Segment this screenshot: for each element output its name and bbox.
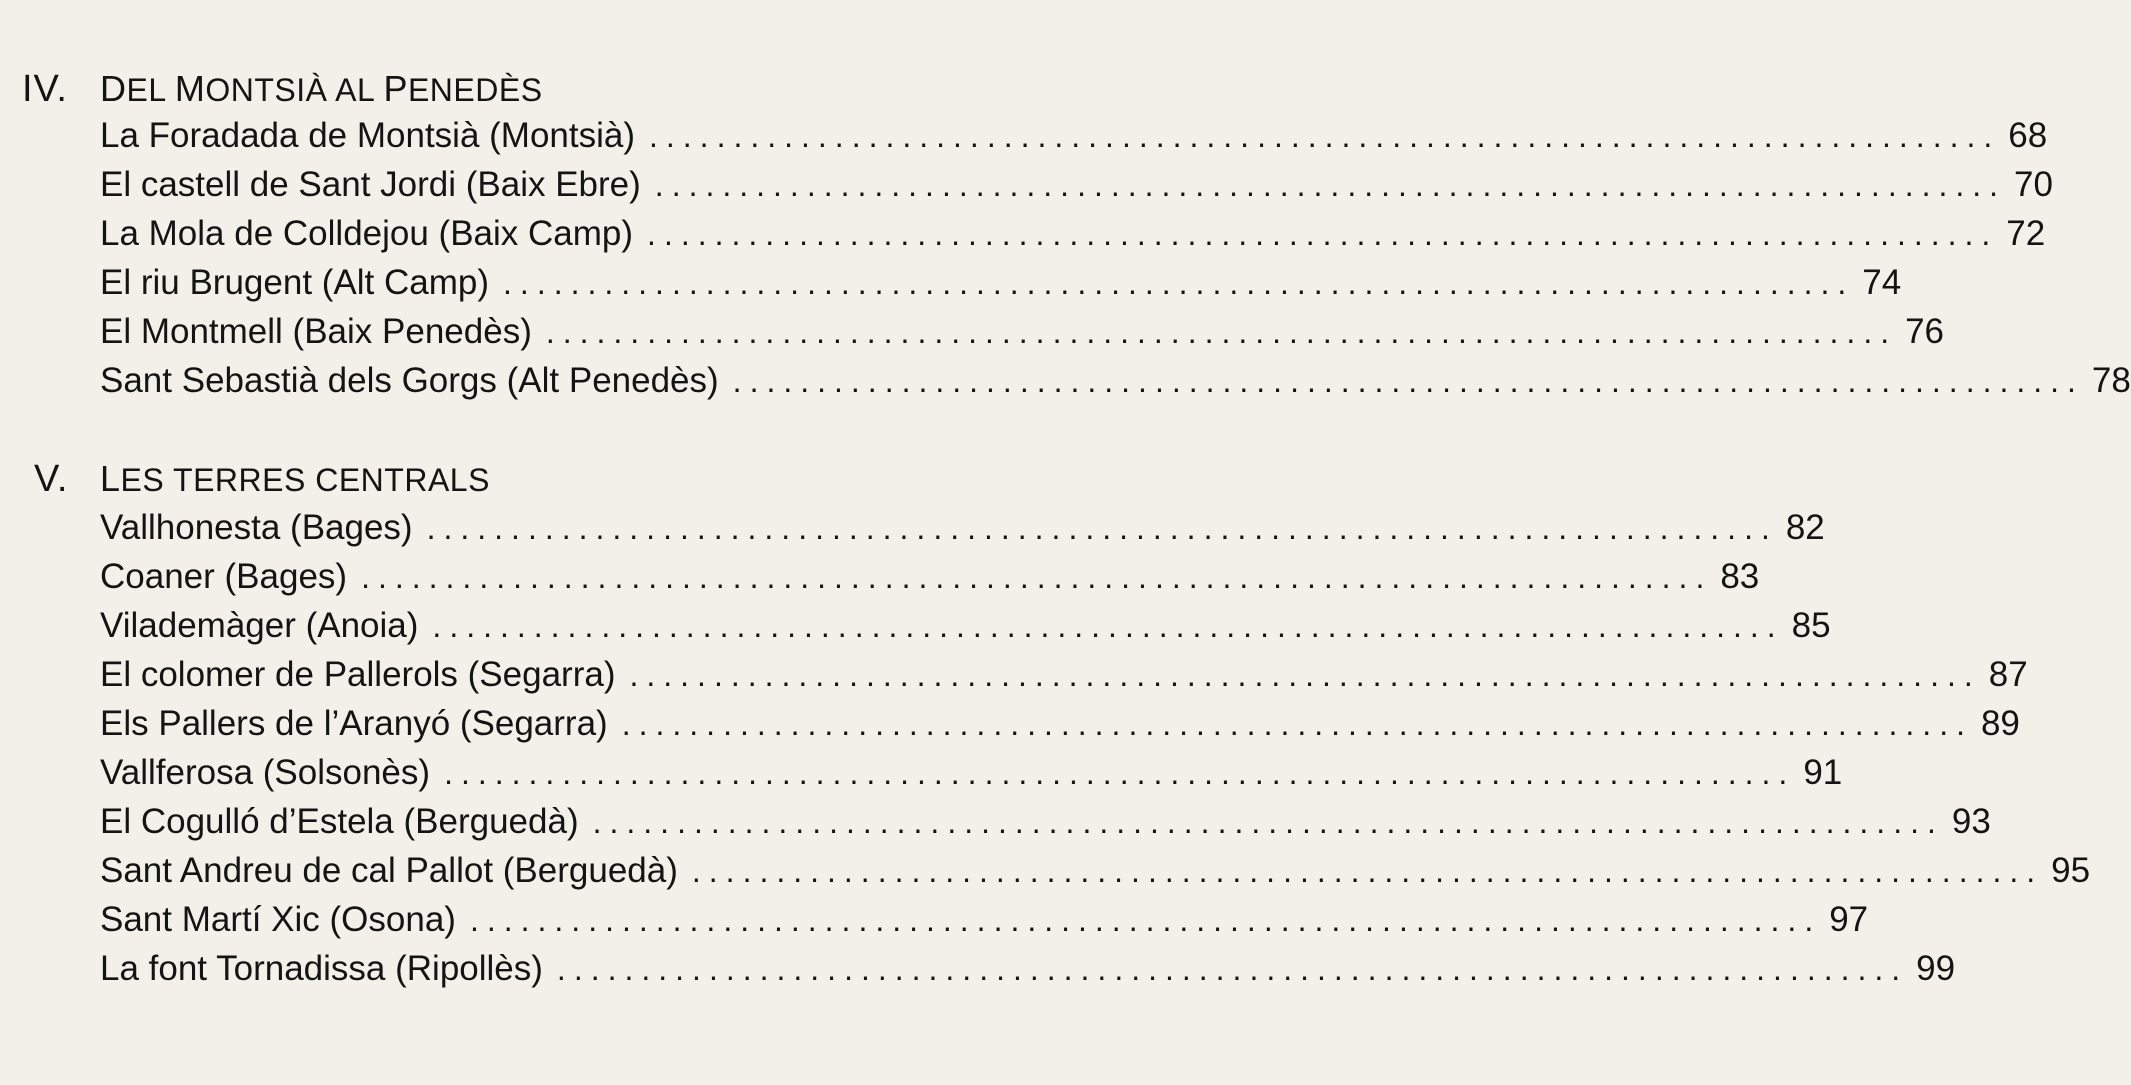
entry-title: Els Pallers de l’Aranyó (Segarra) [100, 704, 608, 743]
toc-entry [100, 896, 1869, 944]
entry-title: Sant Sebastià dels Gorgs (Alt Penedès) [100, 361, 719, 400]
dot-leader: ................................................................................ [361, 559, 1713, 595]
entry-page-number: 74 [1862, 263, 1902, 302]
section-numeral: IV. [22, 68, 68, 110]
entry-page-number: 68 [2008, 116, 2048, 155]
entry-title: Vallferosa (Solsonès) [100, 753, 431, 792]
toc-entry [100, 651, 2028, 699]
dot-leader: ................................................................................ [592, 804, 1944, 840]
section-numeral: V. [34, 458, 69, 500]
dot-leader: ................................................................................ [629, 657, 1981, 693]
dot-leader: ................................................................................ [732, 363, 2084, 399]
entry-page-number: 78 [2091, 361, 2131, 400]
toc-entry [100, 504, 1825, 552]
toc-entry [100, 308, 1945, 356]
entry-page-number: 97 [1829, 900, 1869, 939]
toc-entry [100, 602, 1831, 650]
entry-title: Coaner (Bages) [100, 557, 348, 596]
entry-page-number: 70 [2014, 165, 2053, 204]
dot-leader: ................................................................................ [469, 902, 1822, 938]
entry-page-number: 85 [1791, 606, 1831, 645]
dot-leader: ................................................................................ [649, 118, 2001, 154]
toc-entry [100, 749, 1843, 797]
entry-page-number: 99 [1916, 949, 1956, 988]
entry-title: Sant Martí Xic (Osona) [100, 900, 456, 939]
dot-leader: ................................................................................ [503, 265, 1855, 301]
entry-title: Sant Andreu de cal Pallot (Berguedà) [100, 851, 678, 890]
toc-entry [100, 112, 2048, 160]
toc-entry [100, 847, 2091, 895]
dot-leader: ................................................................................ [691, 853, 2044, 889]
section-title: DEL MONTSIÀ AL PENEDÈS [100, 68, 543, 109]
dot-leader: ................................................................................ [654, 167, 2007, 203]
toc-entry [100, 357, 2131, 405]
toc-entry [100, 798, 1991, 846]
entry-page-number: 82 [1785, 508, 1825, 547]
entry-title: Vilademàger (Anoia) [100, 606, 419, 645]
entry-page-number: 72 [2006, 214, 2046, 253]
toc-entry [100, 553, 1760, 601]
entry-page-number: 76 [1905, 312, 1945, 351]
toc-entry [100, 259, 1902, 307]
toc-entry [100, 945, 1956, 993]
entry-page-number: 87 [1988, 655, 2028, 694]
dot-leader: ................................................................................ [556, 951, 1909, 987]
dot-leader: ................................................................................ [621, 706, 1973, 742]
dot-leader: ................................................................................ [647, 216, 1999, 252]
dot-leader: ................................................................................ [545, 314, 1898, 350]
entry-title: Vallhonesta (Bages) [100, 508, 413, 547]
entry-title: El castell de Sant Jordi (Baix Ebre) [100, 165, 641, 204]
dot-leader: ................................................................................ [432, 608, 1784, 644]
entry-title: El riu Brugent (Alt Camp) [100, 263, 490, 302]
dot-leader: ................................................................................ [426, 510, 1778, 546]
entry-page-number: 89 [1980, 704, 2020, 743]
entry-title: El Montmell (Baix Penedès) [100, 312, 532, 351]
entry-title: La Mola de Colldejou (Baix Camp) [100, 214, 634, 253]
toc-entry [100, 161, 2053, 209]
entry-title: La Foradada de Montsià (Montsià) [100, 116, 635, 155]
entry-title: El colomer de Pallerols (Segarra) [100, 655, 616, 694]
entry-page-number: 95 [2051, 851, 2091, 890]
toc-entry [100, 210, 2046, 258]
toc-entry [100, 700, 2020, 748]
entry-title: La font Tornadissa (Ripollès) [100, 949, 543, 988]
dot-leader: ................................................................................ [444, 755, 1796, 791]
section-title: LES TERRES CENTRALS [100, 458, 490, 499]
entry-page-number: 83 [1720, 557, 1760, 596]
entry-page-number: 91 [1803, 753, 1843, 792]
entry-page-number: 93 [1951, 802, 1991, 841]
entry-title: El Cogulló d’Estela (Berguedà) [100, 802, 579, 841]
